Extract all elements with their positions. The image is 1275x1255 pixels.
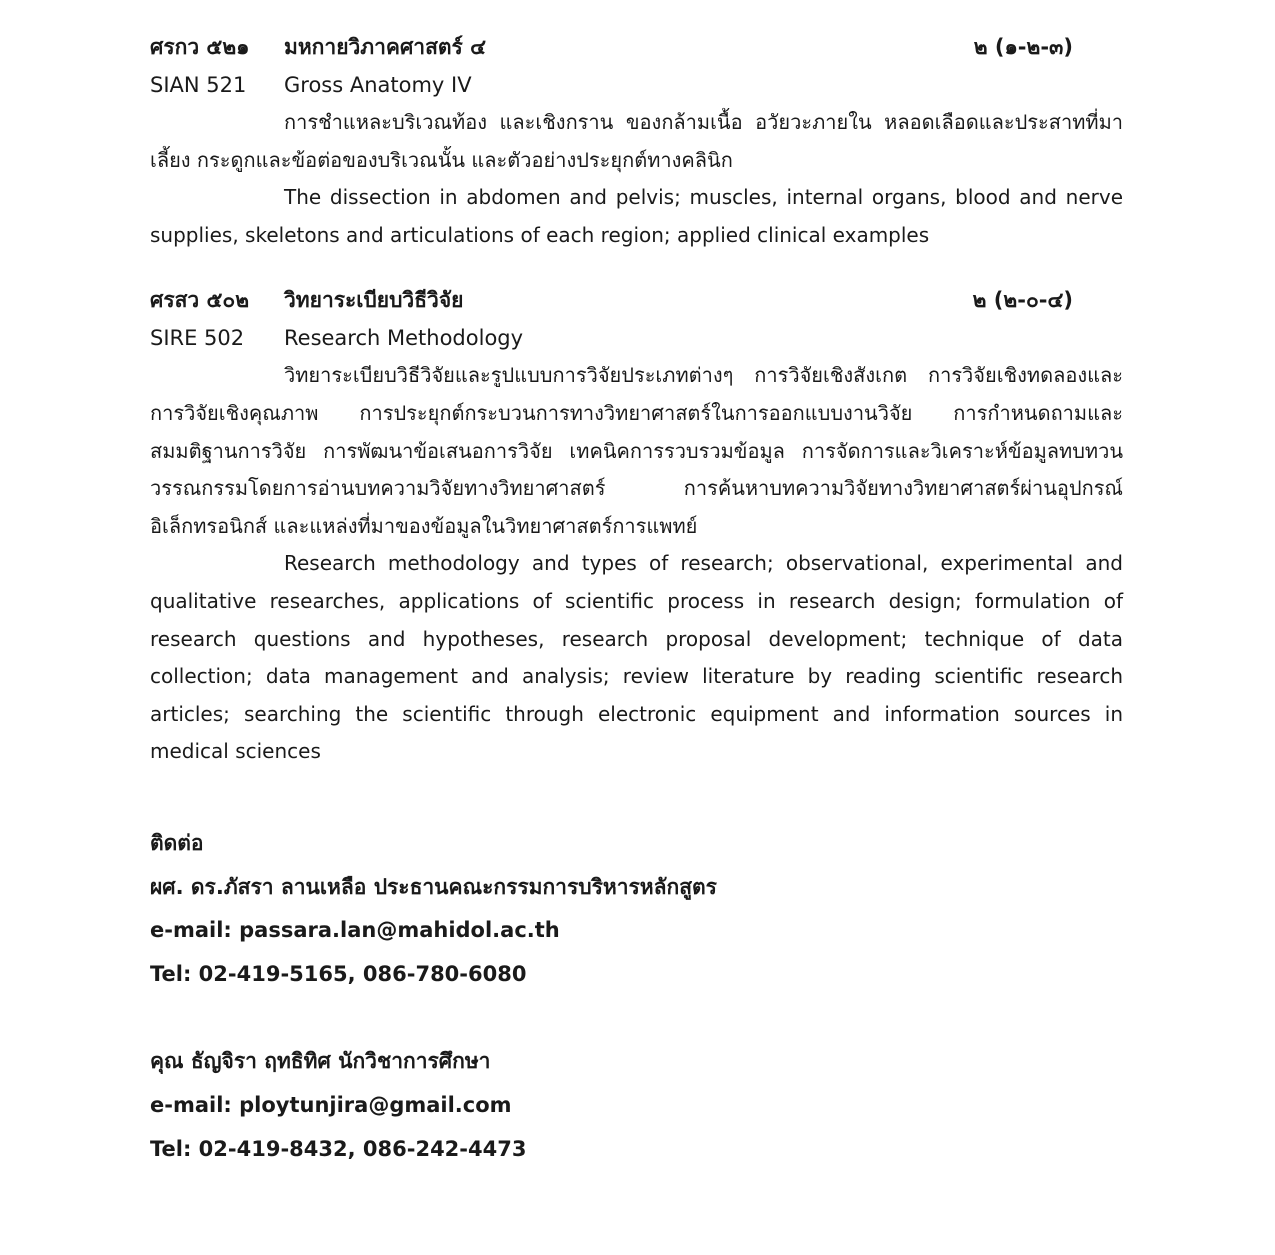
contact-name: คุณ ธัญจิรา ฤทธิทิศ นักวิชาการศึกษา (150, 1049, 491, 1074)
course-block (150, 281, 1123, 771)
course-block (150, 28, 1123, 254)
course-credits: ๒ (๑-๒-๓) (973, 35, 1073, 59)
course-code-th: ศรสว ๕๐๒ (150, 288, 250, 313)
course-code-th: ศรกว ๕๒๑ (150, 35, 250, 59)
course-title-th: มหกายวิภาคศาสตร์ ๔ (284, 35, 487, 59)
course-header-en (150, 66, 1123, 104)
course-description-th: การชำแหละบริเวณท้อง และเชิงกราน ของกล้ามเนื้อ อวัยวะภายใน หลอดเลือดและประสาทที่มาเลี้ยง กระดูกและข้อต่อของบริเวณนั้น และตัวอย่างประยุกต์ทางคลินิก (150, 110, 1123, 172)
course-title-en: Research Methodology (284, 326, 524, 351)
contact-name: ผศ. ดร.ภัสรา ลานเหลือ ประธานคณะกรรมการบริหารหลักสูตร (150, 874, 717, 899)
course-description-en: Research methodology and types of research; observational, experimental and qualitative researches, applications of scientific process in research design; formulation of research questions and hypotheses, research proposal development; technique of data collection; data management and analysis; review literature by reading scientific research articles; searching the scientific through electronic equipment and information sources in medical sciences (150, 551, 1123, 764)
contact-phone: Tel: 02-419-5165, 086-780-6080 (150, 961, 527, 986)
course-description-en: The dissection in abdomen and pelvis; muscles, internal organs, blood and nerve supplies, skeletons and articulations of each region; applied clinical examples (150, 185, 1123, 247)
contact-section (150, 822, 1123, 1171)
course-title-th: วิทยาระเบียบวิธีวิจัย (284, 288, 464, 313)
course-title-en: Gross Anatomy IV (284, 73, 472, 97)
course-code-en: SIRE 502 (150, 326, 245, 351)
course-description-th: วิทยาระเบียบวิธีวิจัยและรูปแบบการวิจัยประเภทต่างๆ การวิจัยเชิงสังเกต การวิจัยเชิงทดลองและการวิจัยเชิงคุณภาพ การประยุกต์กระบวนการทางวิทยาศาสตร์ในการออกแบบงานวิจัย การกำหนดถามและสมมติฐานการวิจัย การพัฒนาข้อเสนอการวิจัย เทคนิคการรวบรวมข้อมูล การจัดการและวิเคราะห์ข้อมูลทบทวนวรรณกรรมโดยการอ่านบทความวิจัยทางวิทยาศาสตร์ การค้นหาบทความวิจัยทางวิทยาศาสตร์ผ่านอุปกรณ์อิเล็กทรอนิกส์ และแหล่งที่มาของข้อมูลในวิทยาศาสตร์การแพทย์ (150, 363, 1123, 538)
contact-email[interactable]: e-mail: ploytunjira@gmail.com (150, 1092, 512, 1117)
course-credits: ๒ (๒-๐-๔) (972, 288, 1073, 313)
contact-heading: ติดต่อ (150, 831, 204, 855)
course-header-th (150, 28, 1123, 66)
contact-phone: Tel: 02-419-8432, 086-242-4473 (150, 1136, 527, 1161)
course-code-en: SIAN 521 (150, 73, 247, 97)
spacer (150, 996, 1123, 1040)
contact-email[interactable]: e-mail: passara.lan@mahidol.ac.th (150, 918, 560, 943)
course-header-th (150, 281, 1123, 319)
course-header-en (150, 319, 1123, 357)
document-page (150, 28, 1123, 771)
